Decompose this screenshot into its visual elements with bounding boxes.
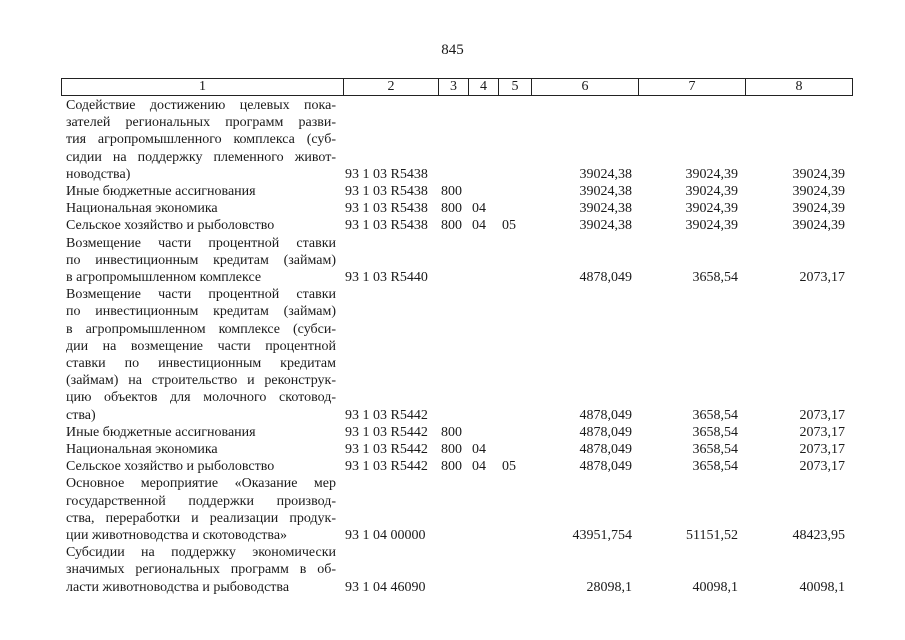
row-name-line: Возмещение части процентной ставки [66,235,336,251]
row-name-line: Возмещение части процентной ставки [66,287,336,303]
row-value-8: 2073,17 [799,424,845,440]
row-value-8: 39024,39 [792,218,845,234]
row-value-7: 3658,54 [692,442,738,458]
header-col-5: 5 [499,79,532,96]
row-col-3: 800 [441,201,462,217]
row-name-line: в агропромышленном комплексе (субси- [66,321,336,337]
row-name-line: Субсидии на поддержку экономически [66,545,336,561]
row-code: 93 1 03 R5442 [345,407,428,423]
row-value-7: 51151,52 [686,528,738,544]
row-value-6: 39024,38 [579,184,632,200]
row-value-8: 39024,39 [792,184,845,200]
row-value-6: 4878,049 [579,270,632,286]
row-name-line: Основное мероприятие «Оказание мер [66,476,336,492]
row-col-3: 800 [441,218,462,234]
table-row [0,458,905,475]
row-code: 93 1 03 R5442 [345,459,428,475]
row-value-6: 28098,1 [586,579,632,595]
header-col-7: 7 [639,79,746,96]
row-values [0,441,905,458]
row-name-line: Национальная экономика [66,442,218,458]
row-code: 93 1 04 46090 [345,579,426,595]
row-name-line: Иные бюджетные ассигнования [66,424,256,440]
row-value-8: 39024,39 [792,201,845,217]
row-value-7: 3658,54 [692,424,738,440]
table-row [0,183,905,200]
row-values [0,217,905,234]
row-name-line: (займам) на строительство и реконструк- [66,373,336,389]
row-value-8: 2073,17 [799,442,845,458]
row-col-4: 04 [472,201,486,217]
row-name-line: ции животноводства и скотоводства» [66,528,288,544]
row-value-6: 4878,049 [579,459,632,475]
row-code: 93 1 03 R5438 [345,166,428,182]
row-code: 93 1 03 R5442 [345,424,428,440]
row-name-line: ства, переработки и реализации продук- [66,510,336,526]
row-name-line: зателей региональных программ разви- [66,115,336,131]
row-values [0,166,905,183]
row-value-6: 4878,049 [579,407,632,423]
row-value-6: 39024,38 [579,166,632,182]
row-name-line: ства) [66,407,96,423]
header-col-4: 4 [469,79,499,96]
table-row [0,217,905,234]
row-values [0,407,905,424]
row-value-8: 2073,17 [799,270,845,286]
row-name-line: Содействие достижению целевых пока- [66,98,336,113]
row-value-7: 39024,39 [685,166,738,182]
row-col-3: 800 [441,442,462,458]
row-value-6: 43951,754 [572,528,632,544]
budget-table-body [0,97,905,596]
row-col-4: 04 [472,218,486,234]
row-code: 93 1 03 R5438 [345,201,428,217]
row-col-5: 05 [502,459,516,475]
row-name-line: значимых региональных программ в об- [66,562,336,578]
row-values [0,424,905,441]
row-value-7: 39024,39 [685,201,738,217]
row-col-5: 05 [502,218,516,234]
row-value-7: 3658,54 [692,270,738,286]
row-name-line: новодства) [66,166,131,182]
table-row [0,424,905,441]
row-value-7: 3658,54 [692,407,738,423]
row-values [0,579,905,596]
row-name-line: ласти животноводства и рыбоводства [66,579,290,595]
row-name-line: дии на возмещение части процентной [66,338,336,354]
header-col-3: 3 [439,79,469,96]
row-value-7: 39024,39 [685,184,738,200]
row-value-6: 4878,049 [579,424,632,440]
table-row [0,475,905,544]
row-values [0,527,905,544]
row-name-line: Сельское хозяйство и рыболовство [66,459,275,475]
row-name-line: по инвестиционным кредитам (займам) [66,252,336,268]
row-values [0,269,905,286]
row-col-3: 800 [441,184,462,200]
row-col-4: 04 [472,442,486,458]
row-name-line: Иные бюджетные ассигнования [66,184,256,200]
row-code: 93 1 03 R5440 [345,270,428,286]
header-col-8: 8 [746,79,853,96]
row-values [0,200,905,217]
row-value-8: 40098,1 [799,579,845,595]
row-value-7: 39024,39 [685,218,738,234]
row-code: 93 1 04 00000 [345,528,426,544]
row-value-6: 4878,049 [579,442,632,458]
header-col-1: 1 [62,79,344,96]
header-col-2: 2 [344,79,439,96]
row-name [66,286,336,424]
row-value-8: 39024,39 [792,166,845,182]
column-header-row [61,78,853,96]
row-name-line: цию объектов для молочного скотовод- [66,390,336,406]
row-name-line: по инвестиционным кредитам (займам) [66,304,336,320]
row-value-6: 39024,38 [579,218,632,234]
table-row [0,441,905,458]
row-name-line: Национальная экономика [66,201,218,217]
row-name-line: государственной поддержки производ- [66,493,336,509]
header-col-6: 6 [532,79,639,96]
row-name-line: тия агропромышленного комплекса (суб- [66,132,336,148]
row-value-7: 40098,1 [692,579,738,595]
row-col-3: 800 [441,424,462,440]
row-col-4: 04 [472,459,486,475]
row-value-8: 48423,95 [792,528,845,544]
table-row [0,200,905,217]
row-values [0,183,905,200]
row-values [0,458,905,475]
row-code: 93 1 03 R5438 [345,184,428,200]
table-row [0,235,905,287]
row-value-7: 3658,54 [692,459,738,475]
row-value-6: 39024,38 [579,201,632,217]
row-code: 93 1 03 R5438 [345,218,428,234]
table-row [0,97,905,183]
row-col-3: 800 [441,459,462,475]
row-name-line: сидии на поддержку племенного живот- [66,149,336,165]
row-code: 93 1 03 R5442 [345,442,428,458]
page-number: 845 [441,42,464,58]
table-row [0,286,905,424]
table-row [0,544,905,596]
row-value-8: 2073,17 [799,459,845,475]
row-name-line: ставки по инвестиционным кредитам [66,356,336,372]
row-name-line: Сельское хозяйство и рыболовство [66,218,275,234]
row-name-line: в агропромышленном комплексе [66,270,262,286]
row-value-8: 2073,17 [799,407,845,423]
